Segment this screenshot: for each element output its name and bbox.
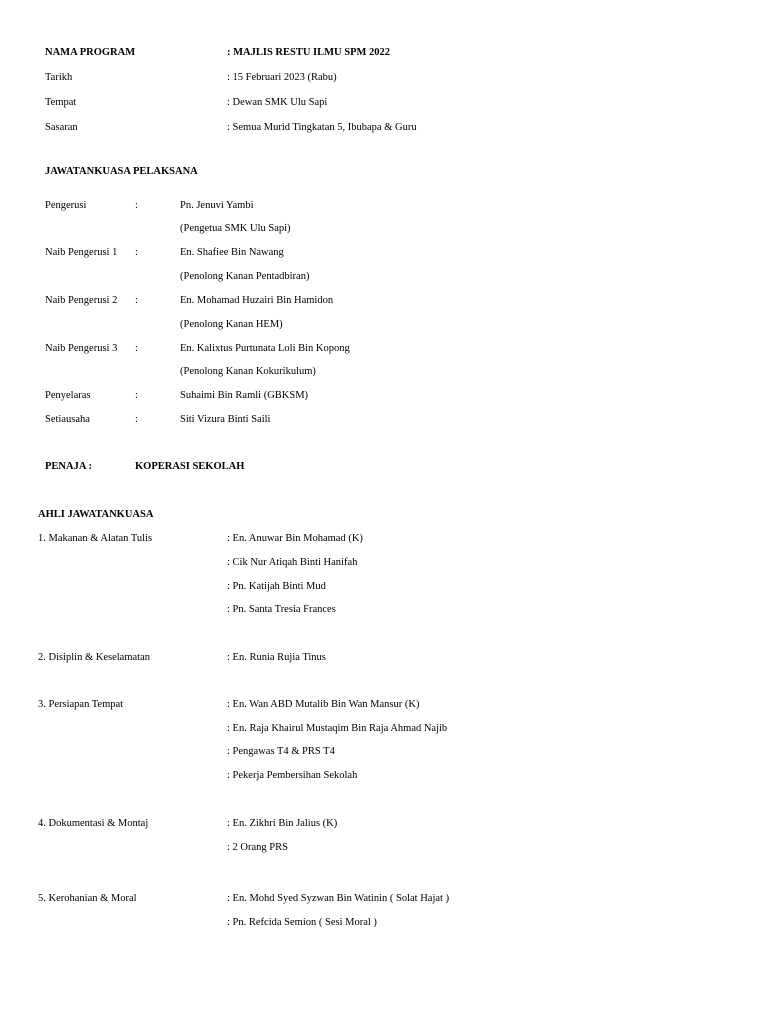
naib2-title: (Penolong Kanan HEM) xyxy=(180,319,283,330)
group-title: 2. Disiplin & Keselamatan xyxy=(38,652,150,663)
group-member: : Pn. Santa Tresia Frances xyxy=(227,604,336,615)
tarikh-value: : 15 Februari 2023 (Rabu) xyxy=(227,72,337,83)
program-label: NAMA PROGRAM xyxy=(45,47,136,58)
group-member: : En. Raja Khairul Mustaqim Bin Raja Ahmad Najib xyxy=(227,723,448,734)
group-member: : Pekerja Pembersihan Sekolah xyxy=(227,770,358,781)
naib3-role: Naib Pengerusi 3 xyxy=(45,343,118,354)
group-member: : En. Anuwar Bin Mohamad (K) xyxy=(227,533,363,544)
pelaksana-heading: JAWATANKUASA PELAKSANA xyxy=(45,166,198,177)
colon: : xyxy=(135,343,138,354)
naib1-title: (Penolong Kanan Pentadbiran) xyxy=(180,271,310,282)
colon: : xyxy=(135,414,138,425)
group-member: : Cik Nur Atiqah Binti Hanifah xyxy=(227,557,358,568)
naib3-title: (Penolong Kanan Kokurikulum) xyxy=(180,366,316,377)
naib2-role: Naib Pengerusi 2 xyxy=(45,295,118,306)
group-member: : Pengawas T4 & PRS T4 xyxy=(227,746,335,757)
group-member: : Pn. Refcida Semion ( Sesi Moral ) xyxy=(227,917,377,928)
group-title: 3. Persiapan Tempat xyxy=(38,699,124,710)
naib1-name: En. Shafiee Bin Nawang xyxy=(180,247,284,258)
group-member: : 2 Orang PRS xyxy=(227,842,288,853)
naib3-name: En. Kalixtus Purtunata Loli Bin Kopong xyxy=(180,343,350,354)
colon: : xyxy=(135,295,138,306)
group-member: : En. Mohd Syed Syzwan Bin Watinin ( Solat Hajat ) xyxy=(227,893,450,904)
naib1-role: Naib Pengerusi 1 xyxy=(45,247,118,258)
sasaran-label: Sasaran xyxy=(45,122,78,133)
penyelaras-name: Suhaimi Bin Ramli (GBKSM) xyxy=(180,390,309,401)
group-member: : En. Runia Rujia Tinus xyxy=(227,652,326,663)
group-title: 1. Makanan & Alatan Tulis xyxy=(38,533,153,544)
pengerusi-title: (Pengetua SMK Ulu Sapi) xyxy=(180,223,291,234)
ahli-heading: AHLI JAWATANKUASA xyxy=(38,509,154,520)
program-value: : MAJLIS RESTU ILMU SPM 2022 xyxy=(227,47,391,58)
naib2-name: En. Mohamad Huzairi Bin Hamidon xyxy=(180,295,334,306)
penyelaras-role: Penyelaras xyxy=(45,390,91,401)
group-member: : Pn. Katijah Binti Mud xyxy=(227,581,326,592)
colon: : xyxy=(135,247,138,258)
setiausaha-name: Siti Vizura Binti Saili xyxy=(180,414,271,425)
colon: : xyxy=(135,390,138,401)
group-member: : En. Zikhri Bin Jalius (K) xyxy=(227,818,338,829)
colon: : xyxy=(135,200,138,211)
tarikh-label: Tarikh xyxy=(45,72,73,83)
pengerusi-role: Pengerusi xyxy=(45,200,87,211)
setiausaha-role: Setiausaha xyxy=(45,414,90,425)
group-title: 4. Dokumentasi & Montaj xyxy=(38,818,149,829)
penaja-value: KOPERASI SEKOLAH xyxy=(135,461,245,472)
pengerusi-name: Pn. Jenuvi Yambi xyxy=(180,200,254,211)
tempat-label: Tempat xyxy=(45,97,77,108)
sasaran-value: : Semua Murid Tingkatan 5, Ibubapa & Guru xyxy=(227,122,417,133)
group-title: 5. Kerohanian & Moral xyxy=(38,893,137,904)
group-member: : En. Wan ABD Mutalib Bin Wan Mansur (K) xyxy=(227,699,420,710)
penaja-label: PENAJA : xyxy=(45,461,92,472)
tempat-value: : Dewan SMK Ulu Sapi xyxy=(227,97,328,108)
